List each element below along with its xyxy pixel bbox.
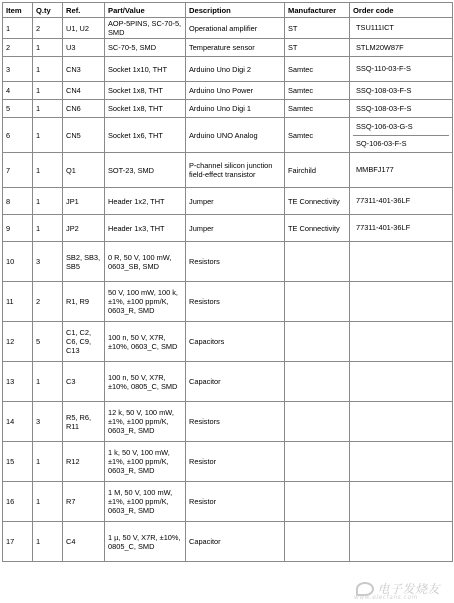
- item-cell: 9: [3, 215, 33, 242]
- table-row: [3, 82, 453, 100]
- table-row: [3, 18, 453, 39]
- part-value-cell: 1 M, 50 V, 100 mW, ±1%, ±100 ppm/K, 0603_R, SMD: [105, 482, 186, 522]
- ref-cell: R1, R9: [63, 282, 105, 322]
- table-row: [3, 442, 453, 482]
- qty-cell: 1: [33, 118, 63, 153]
- item-cell: 17: [3, 522, 33, 562]
- manufacturer-cell: [285, 362, 350, 402]
- manufacturer-cell: Samtec: [285, 118, 350, 153]
- part-value-cell: Socket 1x10, THT: [105, 57, 186, 82]
- description-cell: Capacitors: [186, 322, 285, 362]
- qty-cell: 1: [33, 82, 63, 100]
- table-row: [3, 402, 453, 442]
- item-cell: 14: [3, 402, 33, 442]
- description-cell: Jumper: [186, 215, 285, 242]
- order-code-cell: [350, 282, 453, 322]
- description-cell: Arduino Uno Power: [186, 82, 285, 100]
- header-order-code: Order code: [350, 3, 453, 18]
- ref-cell: U1, U2: [63, 18, 105, 39]
- manufacturer-cell: TE Connectivity: [285, 188, 350, 215]
- description-cell: Resistor: [186, 442, 285, 482]
- table-row: [3, 522, 453, 562]
- description-cell: P-channel silicon junction field-effect transistor: [186, 153, 285, 188]
- watermark: [353, 580, 440, 601]
- order-code-cell: [350, 57, 453, 82]
- qty-cell: 1: [33, 39, 63, 57]
- description-cell: Arduino Uno Digi 2: [186, 57, 285, 82]
- qty-cell: 1: [33, 442, 63, 482]
- qty-cell: 1: [33, 482, 63, 522]
- part-value-cell: Header 1x2, THT: [105, 188, 186, 215]
- item-cell: 6: [3, 118, 33, 153]
- description-cell: Resistor: [186, 482, 285, 522]
- order-code-cell: [350, 18, 453, 39]
- order-code-cell: [350, 153, 453, 188]
- qty-cell: 3: [33, 242, 63, 282]
- manufacturer-cell: [285, 482, 350, 522]
- order-code-cell: [350, 522, 453, 562]
- ref-cell: Q1: [63, 153, 105, 188]
- qty-cell: 2: [33, 18, 63, 39]
- ref-cell: C3: [63, 362, 105, 402]
- ref-cell: R12: [63, 442, 105, 482]
- qty-cell: 1: [33, 57, 63, 82]
- qty-cell: 1: [33, 188, 63, 215]
- ref-cell: JP1: [63, 188, 105, 215]
- order-code: [353, 362, 449, 401]
- manufacturer-cell: Samtec: [285, 57, 350, 82]
- description-cell: Temperature sensor: [186, 39, 285, 57]
- item-cell: 11: [3, 282, 33, 322]
- part-value-cell: 50 V, 100 mW, 100 k, ±1%, ±100 ppm/K, 0603_R, SMD: [105, 282, 186, 322]
- order-code-cell: [350, 39, 453, 57]
- order-code-cell: [350, 402, 453, 442]
- description-cell: Resistors: [186, 242, 285, 282]
- ref-cell: SB2, SB3, SB5: [63, 242, 105, 282]
- order-code: [353, 522, 449, 561]
- table-row: [3, 242, 453, 282]
- qty-cell: 3: [33, 402, 63, 442]
- ref-cell: C1, C2, C6, C9, C13: [63, 322, 105, 362]
- table-row: [3, 362, 453, 402]
- header-part-value: Part/Value: [105, 3, 186, 18]
- manufacturer-cell: [285, 442, 350, 482]
- manufacturer-cell: Samtec: [285, 82, 350, 100]
- manufacturer-cell: ST: [285, 18, 350, 39]
- part-value-cell: Socket 1x8, THT: [105, 100, 186, 118]
- order-code-cell: [350, 482, 453, 522]
- order-code: [353, 242, 449, 281]
- order-code-cell: [350, 362, 453, 402]
- manufacturer-cell: [285, 402, 350, 442]
- header-description: Description: [186, 3, 285, 18]
- manufacturer-cell: Fairchild: [285, 153, 350, 188]
- order-code: MMBFJ177: [356, 165, 394, 174]
- description-cell: Resistors: [186, 402, 285, 442]
- order-code-cell: [350, 215, 453, 242]
- table-row: [3, 100, 453, 118]
- item-cell: 10: [3, 242, 33, 282]
- header-qty: Q.ty: [33, 3, 63, 18]
- order-code-cell: [350, 242, 453, 282]
- bom-table: [2, 2, 453, 562]
- part-value-cell: 100 n, 50 V, X7R, ±10%, 0603_C, SMD: [105, 322, 186, 362]
- qty-cell: 5: [33, 322, 63, 362]
- manufacturer-cell: [285, 242, 350, 282]
- order-code: SQ-106-03-F-S: [353, 135, 449, 152]
- part-value-cell: 100 n, 50 V, X7R, ±10%, 0805_C, SMD: [105, 362, 186, 402]
- description-cell: Capacitor: [186, 522, 285, 562]
- ref-cell: CN6: [63, 100, 105, 118]
- ref-cell: U3: [63, 39, 105, 57]
- item-cell: 4: [3, 82, 33, 100]
- order-code-cell: [350, 118, 453, 153]
- part-value-cell: 1 µ, 50 V, X7R, ±10%, 0805_C, SMD: [105, 522, 186, 562]
- part-value-cell: 0 R, 50 V, 100 mW, 0603_SB, SMD: [105, 242, 186, 282]
- manufacturer-cell: [285, 322, 350, 362]
- order-code: 77311-401-36LF: [356, 196, 411, 205]
- part-value-cell: 1 k, 50 V, 100 mW, ±1%, ±100 ppm/K, 0603_R, SMD: [105, 442, 186, 482]
- header-item: Item: [3, 3, 33, 18]
- order-code-cell: [350, 442, 453, 482]
- item-cell: 1: [3, 18, 33, 39]
- description-cell: Arduino UNO Analog: [186, 118, 285, 153]
- order-code: SSQ-106-03-G-S: [356, 122, 413, 131]
- manufacturer-cell: Samtec: [285, 100, 350, 118]
- ref-cell: CN4: [63, 82, 105, 100]
- qty-cell: 1: [33, 362, 63, 402]
- qty-cell: 2: [33, 282, 63, 322]
- watermark-url: www.elecfans.com: [353, 594, 418, 601]
- qty-cell: 1: [33, 100, 63, 118]
- item-cell: 16: [3, 482, 33, 522]
- manufacturer-cell: TE Connectivity: [285, 215, 350, 242]
- ref-cell: C4: [63, 522, 105, 562]
- ref-cell: CN5: [63, 118, 105, 153]
- part-value-cell: SC-70-5, SMD: [105, 39, 186, 57]
- item-cell: 7: [3, 153, 33, 188]
- part-value-cell: AOP-5PINS, SC-70-5, SMD: [105, 18, 186, 39]
- order-code-cell: [350, 100, 453, 118]
- ref-cell: R7: [63, 482, 105, 522]
- table-row: [3, 282, 453, 322]
- part-value-cell: Header 1x3, THT: [105, 215, 186, 242]
- item-cell: 8: [3, 188, 33, 215]
- item-cell: 2: [3, 39, 33, 57]
- order-code: [353, 402, 449, 441]
- ref-cell: CN3: [63, 57, 105, 82]
- table-row: [3, 118, 453, 153]
- header-ref: Ref.: [63, 3, 105, 18]
- order-code-cell: [350, 322, 453, 362]
- bom-body: [3, 18, 453, 562]
- item-cell: 15: [3, 442, 33, 482]
- order-code: [353, 482, 449, 521]
- header-manufacturer: Manufacturer: [285, 3, 350, 18]
- description-cell: Jumper: [186, 188, 285, 215]
- order-code-cell: [350, 188, 453, 215]
- order-code: [353, 442, 449, 481]
- item-cell: 5: [3, 100, 33, 118]
- order-code: [353, 282, 449, 321]
- part-value-cell: Socket 1x6, THT: [105, 118, 186, 153]
- order-code: SSQ-108-03-F-S: [356, 104, 412, 113]
- qty-cell: 1: [33, 215, 63, 242]
- table-row: [3, 188, 453, 215]
- table-row: [3, 215, 453, 242]
- table-row: [3, 482, 453, 522]
- manufacturer-cell: ST: [285, 39, 350, 57]
- order-code: TSU111ICT: [356, 23, 394, 32]
- description-cell: Arduino Uno Digi 1: [186, 100, 285, 118]
- order-code: [353, 322, 449, 361]
- item-cell: 12: [3, 322, 33, 362]
- order-code-cell: [350, 82, 453, 100]
- qty-cell: 1: [33, 153, 63, 188]
- part-value-cell: SOT-23, SMD: [105, 153, 186, 188]
- order-code: STLM20W87F: [356, 43, 404, 52]
- manufacturer-cell: [285, 522, 350, 562]
- description-cell: Operational amplifier: [186, 18, 285, 39]
- part-value-cell: Socket 1x8, THT: [105, 82, 186, 100]
- item-cell: 3: [3, 57, 33, 82]
- table-row: [3, 153, 453, 188]
- order-code: SSQ-110-03-F-S: [356, 64, 411, 73]
- description-cell: Capacitor: [186, 362, 285, 402]
- manufacturer-cell: [285, 282, 350, 322]
- ref-cell: JP2: [63, 215, 105, 242]
- item-cell: 13: [3, 362, 33, 402]
- order-code: 77311-401-36LF: [356, 223, 411, 232]
- order-code: SSQ-108-03-F-S: [356, 86, 412, 95]
- watermark-text: 电子发烧友: [377, 582, 440, 596]
- description-cell: Resistors: [186, 282, 285, 322]
- header-row: [3, 3, 453, 18]
- qty-cell: 1: [33, 522, 63, 562]
- ref-cell: R5, R6, R11: [63, 402, 105, 442]
- table-row: [3, 57, 453, 82]
- part-value-cell: 12 k, 50 V, 100 mW, ±1%, ±100 ppm/K, 0603_R, SMD: [105, 402, 186, 442]
- table-row: [3, 322, 453, 362]
- table-row: [3, 39, 453, 57]
